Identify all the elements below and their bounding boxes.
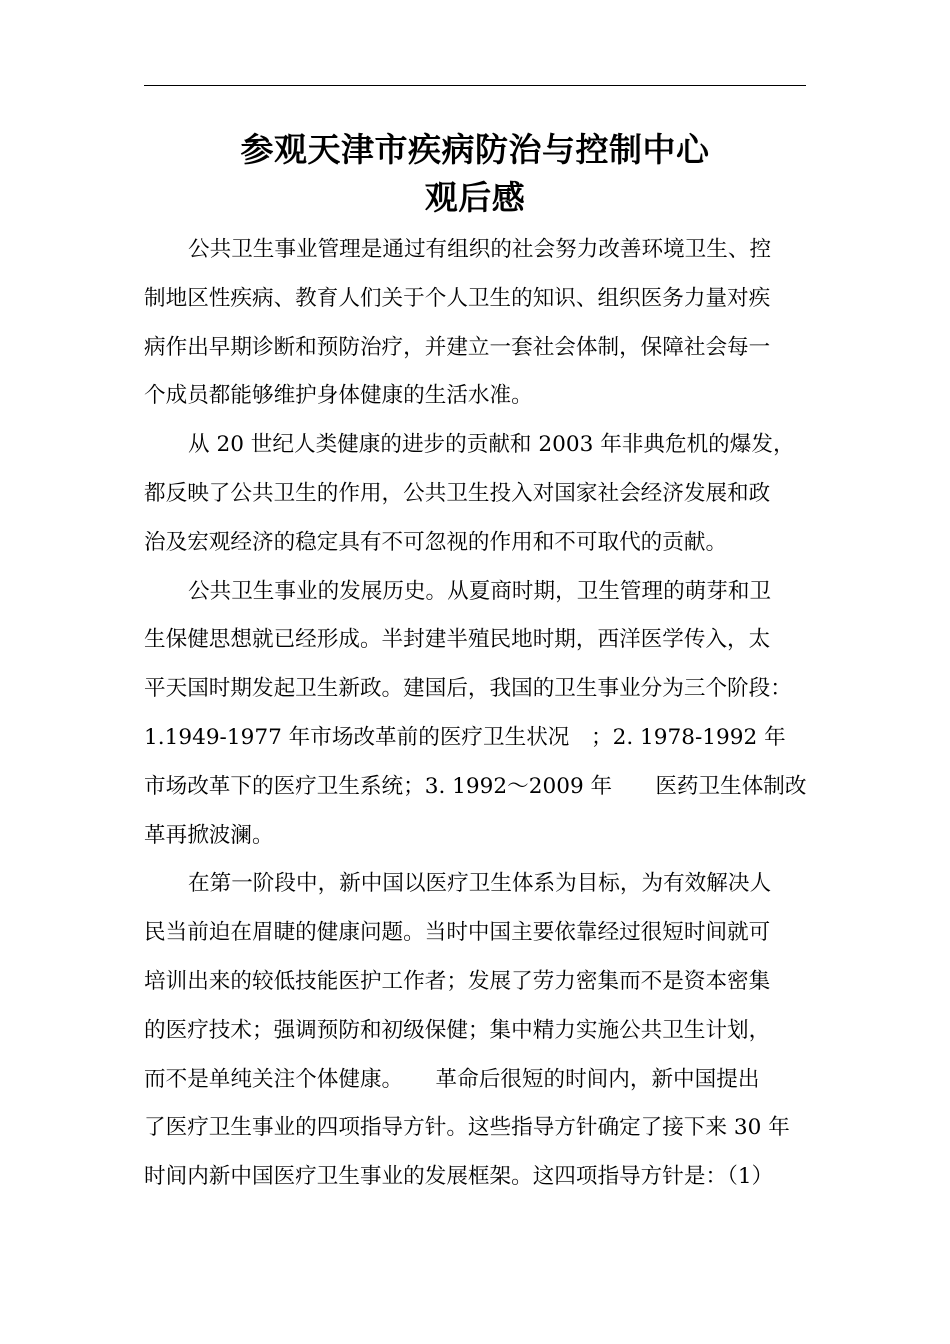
title-line-1: 参观天津市疾病防治与控制中心: [240, 130, 710, 169]
header-rule: [144, 85, 806, 86]
body-line: 了医疗卫生事业的四项指导方针。这些指导方针确定了接下来 30 年: [144, 1115, 790, 1141]
body-line: 病作出早期诊断和预防治疗，并建立一套社会体制，保障社会每一: [144, 334, 771, 360]
body-line: 公共卫生事业的发展历史。从夏商时期，卫生管理的萌芽和卫: [188, 578, 772, 604]
body-line: 个成员都能够维护身体健康的生活水准。: [144, 383, 533, 409]
body-line: 都反映了公共卫生的作用，公共卫生投入对国家社会经济发展和政: [144, 480, 771, 506]
body-line: 公共卫生事业管理是通过有组织的社会努力改善环境卫生、控: [188, 237, 772, 262]
title-line-2: 观后感: [424, 178, 526, 217]
body-line: 从 20 世纪人类健康的进步的贡献和 2003 年非典危机的爆发，: [188, 432, 795, 458]
body-line: 制地区性疾病、教育人们关于个人卫生的知识、组织医务力量对疾: [144, 285, 771, 311]
body-line: 培训出来的较低技能医护工作者；发展了劳力密集而不是资本密集: [144, 968, 771, 994]
body-line: 而不是单纯关注个体健康。 革命后很短的时间内，新中国提出: [144, 1066, 760, 1092]
body-text: [144, 226, 812, 1202]
body-line: 在第一阶段中，新中国以医疗卫生体系为目标，为有效解决人: [188, 871, 772, 897]
body-line: 革再掀波澜。: [144, 822, 274, 848]
body-line: 市场改革下的医疗卫生系统；3. 1992～2009 年 医药卫生体制改: [144, 773, 807, 799]
body-line: 平天国时期发起卫生新政。建国后，我国的卫生事业分为三个阶段：: [144, 676, 792, 702]
body-line: 民当前迫在眉睫的健康问题。当时中国主要依靠经过很短时间就可: [144, 920, 771, 946]
page-title: [144, 126, 806, 222]
body-line: 生保健思想就已经形成。半封建半殖民地时期，西洋医学传入，太: [144, 627, 771, 653]
body-line: 的医疗技术；强调预防和初级保健；集中精力实施公共卫生计划，: [144, 1017, 771, 1043]
body-line: 治及宏观经济的稳定具有不可忽视的作用和不可取代的贡献。: [144, 529, 728, 555]
body-line: 1.1949-1977 年市场改革前的医疗卫生状况 ；2. 1978-1992 年: [144, 724, 786, 750]
body-line: 时间内新中国医疗卫生事业的发展框架。这四项指导方针是：（1）: [144, 1164, 774, 1190]
